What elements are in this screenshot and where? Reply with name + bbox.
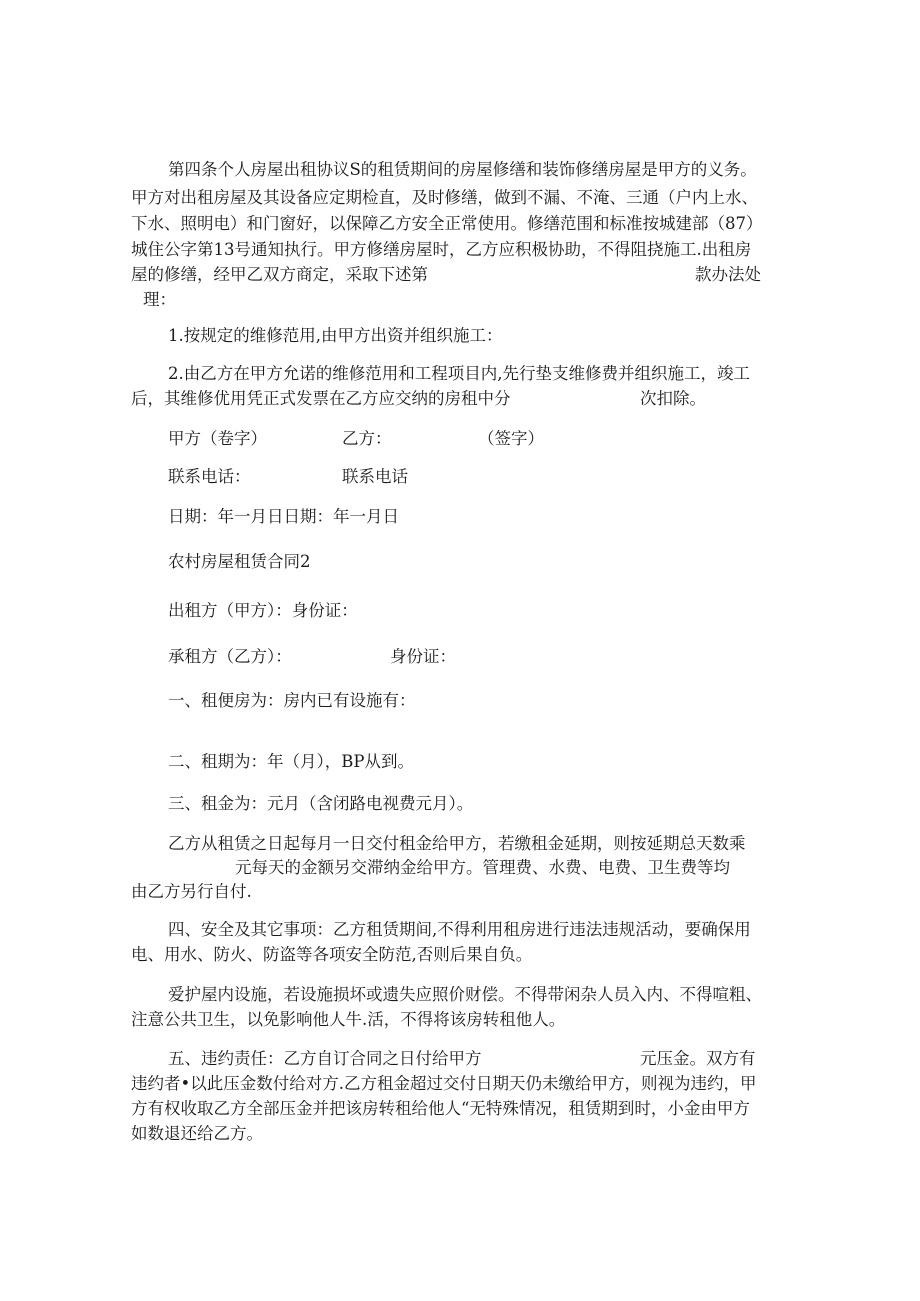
sign-party-a: 甲方（卷字）: [168, 429, 267, 448]
contact-phone-a: 联系电话：: [168, 467, 251, 486]
rent-line-1: 乙方从租赁之日起每月一日交付租金给甲方，若缴租金延期，则按延期总天数乘: [168, 834, 746, 853]
item-2-line-1: 2.由乙方在甲方允诺的维修范用和工程项目内,先行垫支维修费并组织施工，竣工: [168, 364, 750, 383]
contract-2-title: 农村房屋租赁合同2: [168, 552, 311, 571]
art4-line-4: 城住公字第13号通知执行。甲方修缮房屋时，乙方应积极协助，不得阻挠施工.出租房: [131, 240, 752, 259]
contact-phone-b: 联系电话: [342, 467, 408, 486]
section-5-line-2: 违约者•以此压金数付给对方.乙方租金超过交付日期天仍未缴给甲方，则视为违约，甲: [131, 1074, 757, 1093]
care-line-2: 注意公共卫生，以免影响他人牛.活，不得将该房转租他人。: [131, 1010, 566, 1029]
rent-line-2: 元每天的金额另交滞纳金给甲方。管理费、水费、电费、卫生费等均: [235, 858, 730, 877]
section-2: 二、租期为：年（月），BP从到。: [168, 752, 414, 771]
rent-line-3: 由乙方另行自付.: [131, 882, 252, 901]
lessee-line-b: 身份证：: [390, 647, 456, 666]
art4-line-3: 下水、照明电）和门窗好，以保障乙方安全正常使用。修缮范围和标准按城建部（87）: [131, 214, 763, 233]
lessor-line: 出租方（甲方）：身份证：: [168, 601, 358, 620]
care-line-1: 爱护屋内设施，若设施损坏或遗失应照价财偿。不得带闲杂人员入内、不得喧粗、: [168, 985, 762, 1004]
sign-party-b: 乙方：: [342, 429, 392, 448]
item-2-line-2b: 次扣除。: [640, 389, 706, 408]
section-4-line-2: 电、用水、防火、防盗等各项安全防范,否则后果自负。: [131, 945, 533, 964]
section-3: 三、租金为：元月（含闭路电视费元月）。: [168, 794, 474, 813]
date-line: 日期：年一月日日期：年一月日: [168, 507, 399, 526]
art4-line-2: 甲方对出租房屋及其设备应定期检直，及时修缮，做到不漏、不淹、三通（户内上水、: [131, 188, 758, 207]
lessee-line-a: 承租方（乙方）：: [168, 647, 292, 666]
section-4-line-1: 四、安全及其它事项：乙方租赁期间,不得利用租房进行违法违规活动，要确保用: [168, 920, 751, 939]
sign-signature: （签字）: [478, 429, 544, 448]
art4-line-1: 第四条个人房屋出租协议S的租赁期间的房屋修缮和装饰修缮房屋是甲方的义务。: [168, 160, 757, 179]
art4-line-6: 理：: [143, 290, 176, 309]
section-5-line-3: 方有权收取乙方全部压金并把该房转租给他人“无特殊情况，租赁期到时，小金由甲方: [131, 1099, 750, 1118]
art4-line-5a: 屋的修缮，经甲乙双方商定，采取下述第: [131, 265, 428, 284]
section-5-line-1b: 元压金。双方有: [640, 1049, 756, 1068]
section-5-line-1a: 五、违约责任：乙方自订合同之日付给甲方: [168, 1049, 482, 1068]
art4-line-5b: 款办法处: [695, 265, 761, 284]
section-1: 一、租便房为：房内已有设施有：: [168, 691, 416, 710]
section-5-line-4: 如数退还给乙方。: [131, 1124, 263, 1143]
item-1: 1.按规定的维修范用,由甲方出资并组织施工：: [168, 326, 503, 345]
item-2-line-2a: 后，其维修优用凭正式发票在乙方应交纳的房租中分: [131, 389, 511, 408]
